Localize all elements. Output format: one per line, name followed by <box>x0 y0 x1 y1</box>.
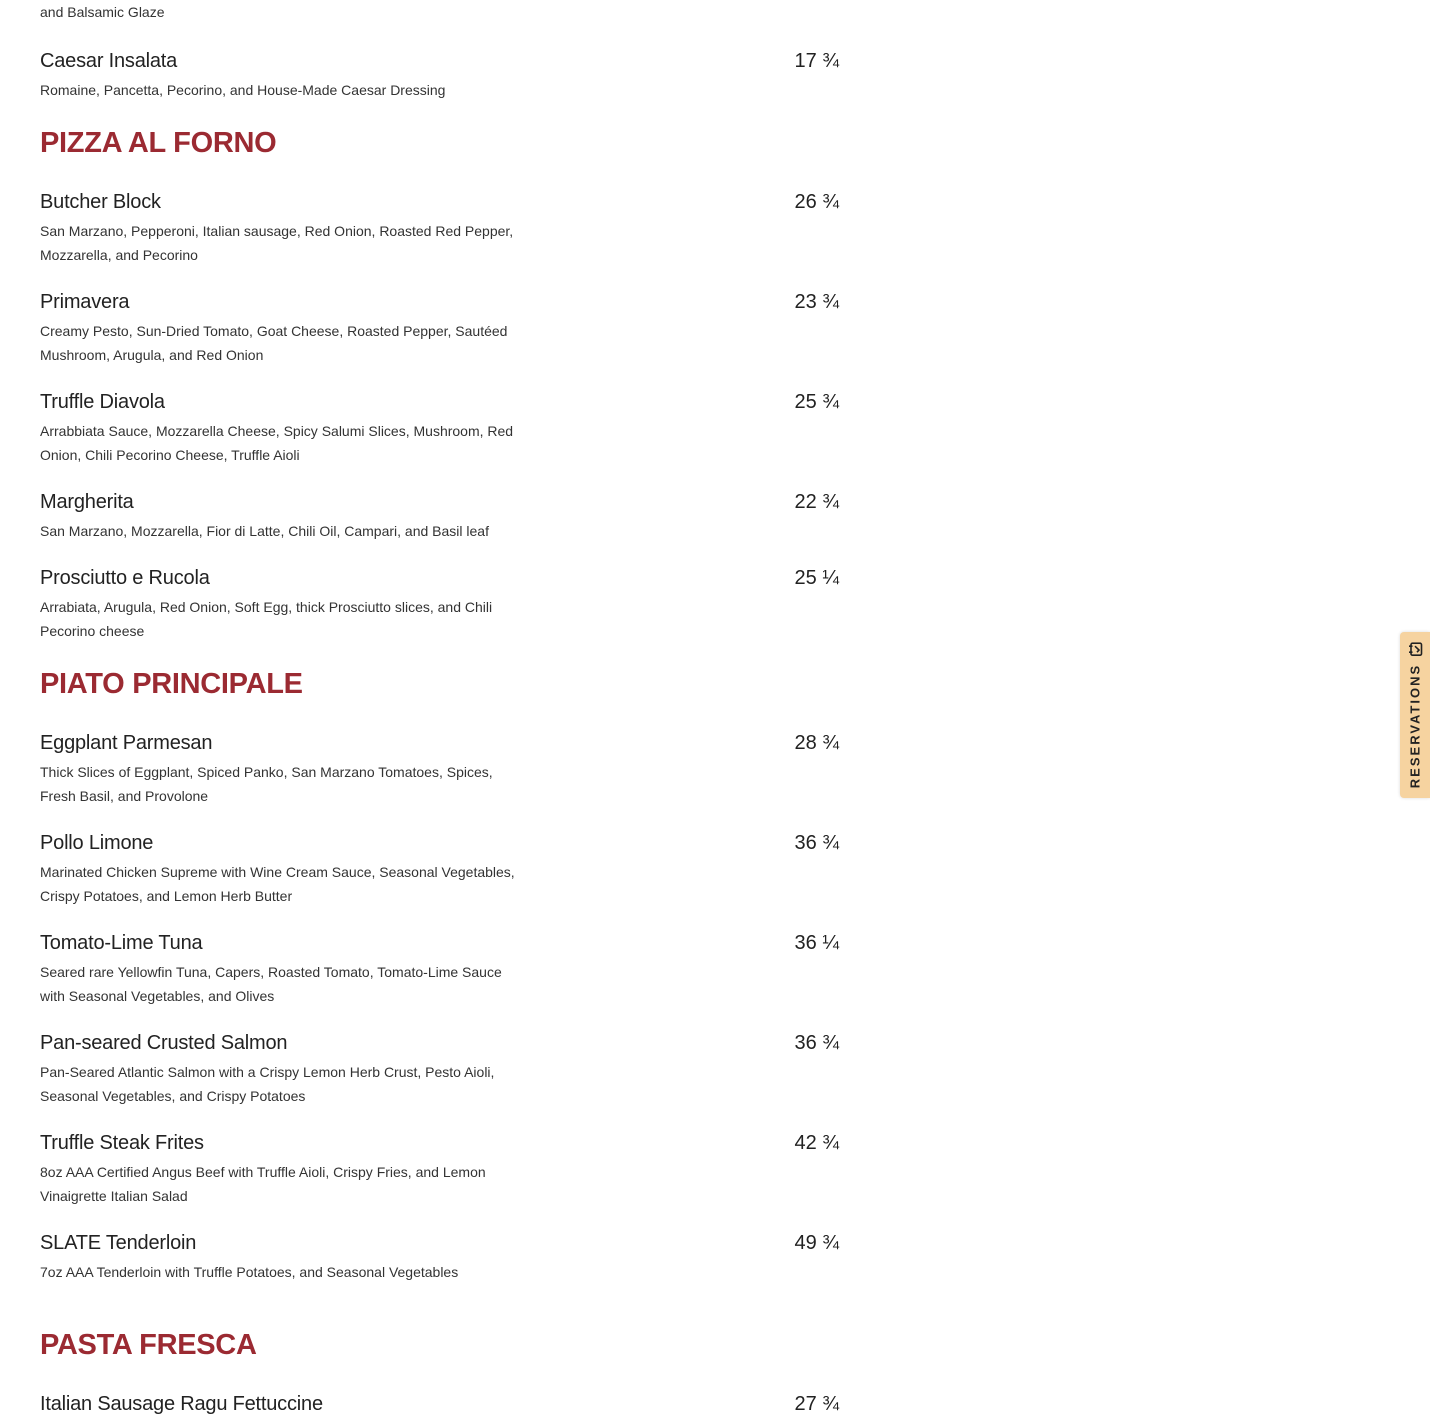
section-title-pasta: PASTA FRESCA <box>40 1329 257 1361</box>
item-description: 8oz AAA Certified Angus Beef with Truffle Aioli, Crispy Fries, and Lemon Vinaigrette Italian Salad <box>40 1164 486 1204</box>
item-name: SLATE Tenderloin <box>40 1232 197 1254</box>
item-name: Eggplant Parmesan <box>40 732 213 754</box>
item-price: 25 ¼ <box>794 567 839 589</box>
item-name: Truffle Steak Frites <box>40 1132 204 1154</box>
item-description: Seared rare Yellowfin Tuna, Capers, Roasted Tomato, Tomato-Lime Sauce with Seasonal Vegetables, and Olives <box>40 964 502 1004</box>
item-price: 23 ¾ <box>794 291 839 313</box>
item-description: San Marzano, Pepperoni, Italian sausage, Red Onion, Roasted Red Pepper, Mozzarella, and Pecorino <box>40 223 514 263</box>
item-description: Thick Slices of Eggplant, Spiced Panko, San Marzano Tomatoes, Spices, Fresh Basil, and Provolone <box>40 764 493 804</box>
item-name: Margherita <box>40 491 134 513</box>
item-description: San Marzano, Mozzarella, Fior di Latte, Chili Oil, Campari, and Basil leaf <box>40 523 489 539</box>
item-description: Marinated Chicken Supreme with Wine Cream Sauce, Seasonal Vegetables, Crispy Potatoes, and Lemon Herb Butter <box>40 864 515 904</box>
item-price: 49 ¾ <box>794 1232 839 1254</box>
item-name: Pan-seared Crusted Salmon <box>40 1032 288 1054</box>
item-name: Prosciutto e Rucola <box>40 567 210 589</box>
item-price: 36 ¾ <box>794 1032 839 1054</box>
section-title-pizza: PIZZA AL FORNO <box>40 127 277 159</box>
calendar-check-icon <box>1408 642 1422 656</box>
item-price: 27 ¾ <box>794 1393 839 1415</box>
item-price: 26 ¾ <box>794 191 839 213</box>
item-price: 36 ¼ <box>794 932 839 954</box>
item-name: Italian Sausage Ragu Fettuccine <box>40 1393 323 1415</box>
item-description: Romaine, Pancetta, Pecorino, and House-Made Caesar Dressing <box>40 82 446 98</box>
item-name: Primavera <box>40 291 130 313</box>
item-description-fragment: and Balsamic Glaze <box>40 4 165 20</box>
item-description: 7oz AAA Tenderloin with Truffle Potatoes, and Seasonal Vegetables <box>40 1264 459 1280</box>
item-description: Creamy Pesto, Sun-Dried Tomato, Goat Cheese, Roasted Pepper, Sautéed Mushroom, Arugula, and Red Onion <box>40 323 508 363</box>
item-price: 42 ¾ <box>794 1132 839 1154</box>
item-price: 25 ¾ <box>794 391 839 413</box>
reservations-tab[interactable] <box>1400 632 1430 798</box>
item-description: Pan-Seared Atlantic Salmon with a Crispy Lemon Herb Crust, Pesto Aioli, Seasonal Vegetables, and Crispy Potatoes <box>40 1064 495 1104</box>
item-price: 36 ¾ <box>794 832 839 854</box>
item-description: Arrabbiata Sauce, Mozzarella Cheese, Spicy Salumi Slices, Mushroom, Red Onion, Chili Pecorino Cheese, Truffle Aioli <box>40 423 514 463</box>
section-title-principale: PIATO PRINCIPALE <box>40 668 303 700</box>
reservations-label[interactable]: RESERVATIONS <box>1407 663 1423 789</box>
item-name: Caesar Insalata <box>40 50 178 72</box>
item-price: 22 ¾ <box>794 491 839 513</box>
item-name: Pollo Limone <box>40 832 154 854</box>
reservations-tab-content[interactable] <box>1408 642 1423 788</box>
item-price: 28 ¾ <box>794 732 839 754</box>
item-name: Truffle Diavola <box>40 391 165 413</box>
item-price: 17 ¾ <box>794 50 839 72</box>
item-name: Butcher Block <box>40 191 161 213</box>
item-name: Tomato-Lime Tuna <box>40 932 203 954</box>
item-description: Arrabiata, Arugula, Red Onion, Soft Egg, thick Prosciutto slices, and Chili Pecorino cheese <box>40 599 493 639</box>
